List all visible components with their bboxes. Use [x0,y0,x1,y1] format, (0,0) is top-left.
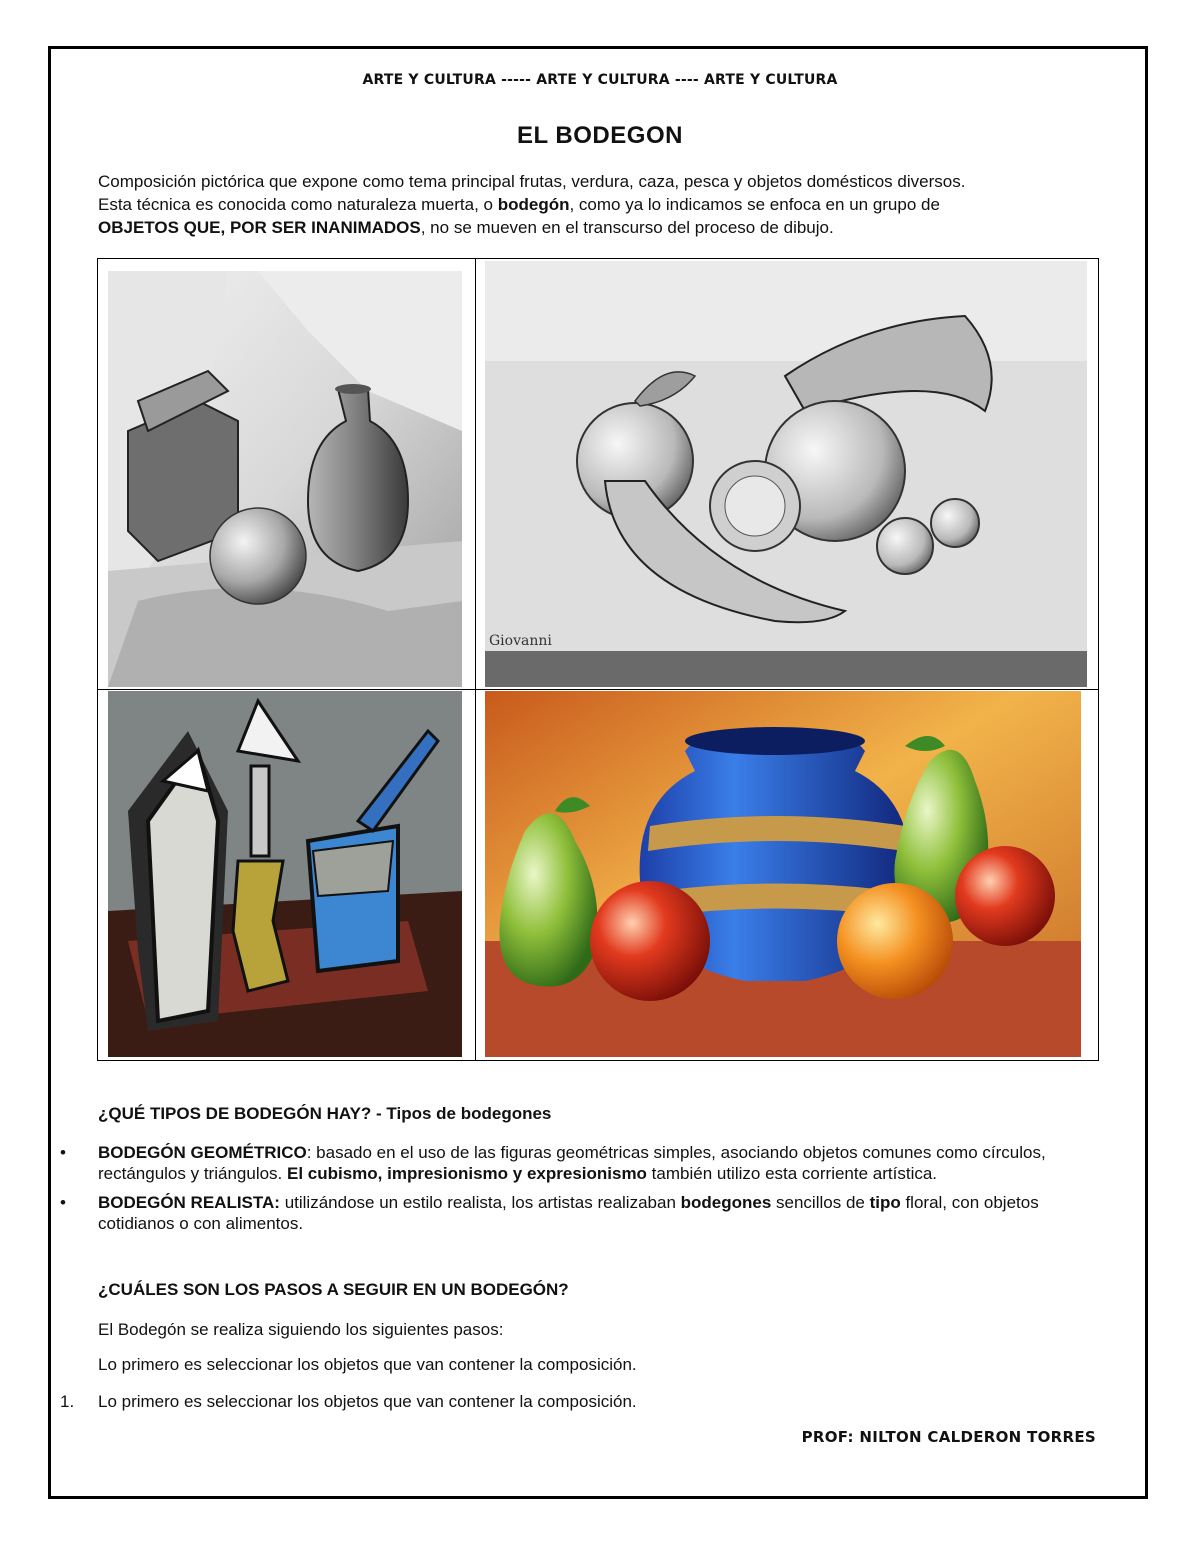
bullet-glyph: • [60,1193,66,1212]
tipos-list [60,1142,1100,1242]
grid-horizontal-divider [98,689,1098,690]
page-header: ARTE Y CULTURA ----- ARTE Y CULTURA ---- ARTE Y CULTURA [362,72,838,88]
image-cubist-painting [108,691,462,1057]
image-pencil-still-life [108,271,462,687]
bullet-glyph: • [60,1143,66,1162]
pasos-paragraph-2: Lo primero es seleccionar los objetos que van contener la composición. [98,1355,637,1374]
numbered-list-item [60,1392,637,1412]
intro-line-1: Composición pictórica que expone como tema principal frutas, verdura, caza, pesca y objetos domésticos diversos. [98,172,966,191]
list-item-text: Lo primero es seleccionar los objetos que van contener la composición. [98,1392,637,1411]
drawing-signature: Giovanni [489,633,552,649]
intro-line-2: Esta técnica es conocida como naturaleza muerta, o bodegón, como ya lo indicamos se enfoca en un grupo de [98,195,940,214]
grid-vertical-divider [475,259,476,1060]
intro-paragraph [98,170,1108,239]
tipos-heading: ¿QUÉ TIPOS DE BODEGÓN HAY? - Tipos de bodegones [98,1104,552,1123]
list-number: 1. [60,1392,75,1411]
intro-line-3: OBJETOS QUE, POR SER INANIMADOS, no se mueven en el transcurso del proceso de dibujo. [98,218,834,237]
pasos-heading: ¿CUÁLES SON LOS PASOS A SEGUIR EN UN BODEGÓN? [98,1280,569,1299]
page-title: EL BODEGON [517,122,683,149]
pasos-paragraph-1: El Bodegón se realiza siguiendo los siguientes pasos: [98,1320,504,1339]
image-colorful-still-life [485,691,1081,1057]
list-item-realista: • BODEGÓN REALISTA: utilizándose un estilo realista, los artistas realizaban bodegones sencillos de tipo floral, con objetos cotidianos o con alimentos. [60,1193,1039,1233]
list-item-geometrico: • BODEGÓN GEOMÉTRICO: basado en el uso de las figuras geométricas simples, asociando objetos comunes como círculos, rectángulos y triángulos. El cubismo, impresionismo y expresionismo también utilizo esta corriente artística. [60,1143,1046,1183]
image-grid [97,258,1099,1061]
image-fruit-drawing [485,261,1087,687]
author-signature: PROF: NILTON CALDERON TORRES [801,1428,1096,1446]
